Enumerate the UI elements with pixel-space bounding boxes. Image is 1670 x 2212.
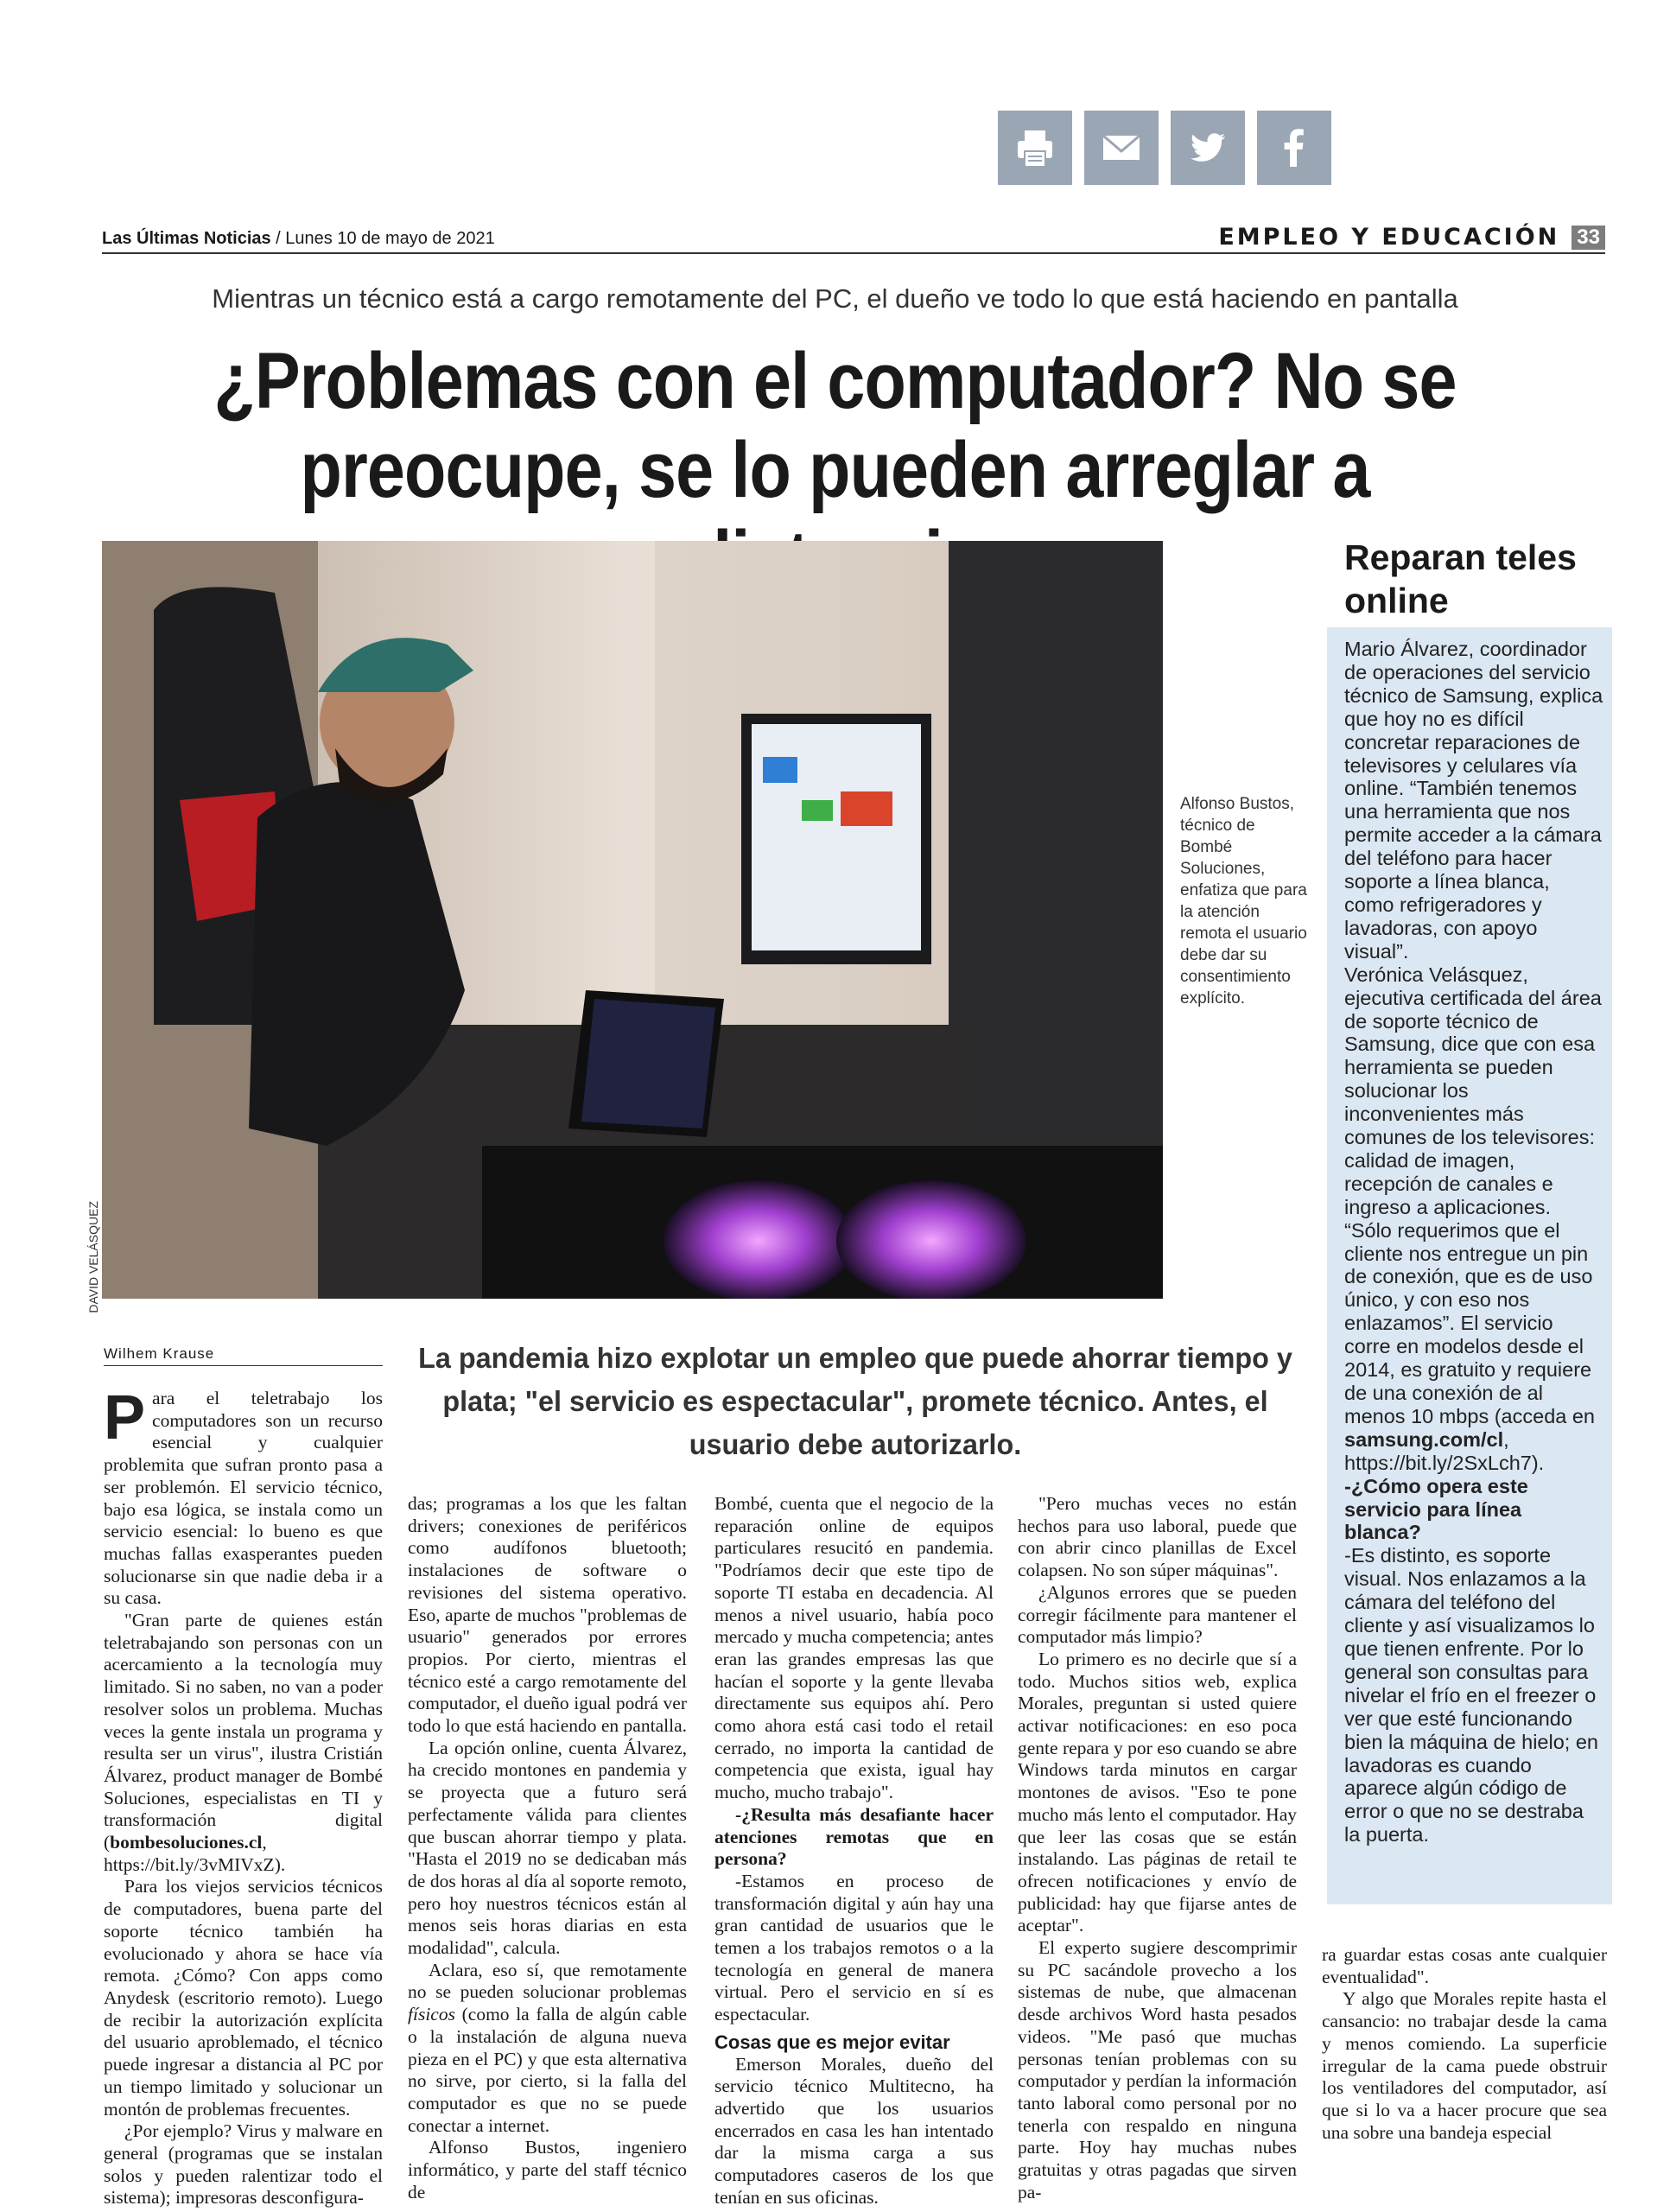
sidebar-text-span: Verónica Velásquez, ejecutiva certificada del área de soporte técnico de Samsung, dice que con esa herramienta se pueden solucionar los inconvenientes más comunes de los televisores: calidad de imagen, recepción de canales e ingreso a aplicaciones. “Sólo requerimos que el cliente nos entregue un pin de conexión, que es de uso único, y con eso nos enlazamos”. El servicio corre en modelos desde el 2014, es gratuito y requiere de una conexión de al menos 10 mbps (acceda en — [1344, 963, 1602, 1427]
photo-credit: DAVID VELÁSQUEZ — [86, 1201, 100, 1313]
body-column-4 — [1018, 1493, 1297, 2204]
paper-name: Las Últimas Noticias — [102, 229, 271, 248]
paragraph: Lo primero es no decirle que sí a todo. Muchos sitios web, explica Morales, preguntan si usted quiere activar notificaciones: en eso poca gente repara y por eso cuando se abre Windows tarda minutos en cargar montones de avisos. "Eso te pone mucho más lento el computador. Hay que leer las cosas que se están instalando. Las páginas de retail te ofrecen notificaciones y envío de publicidad: hay que fijarse antes de aceptar". — [1018, 1648, 1297, 1936]
website-link[interactable]: bombesoluciones.cl — [110, 1832, 263, 1853]
photo-caption: Alfonso Bustos, técnico de Bombé Soluciones, enfatiza que para la atención remota el usuario debe dar su consentimiento explícito. — [1180, 795, 1307, 1007]
body-column-2 — [408, 1493, 687, 2204]
subheading: Cosas que es mejor evitar — [714, 2031, 950, 2053]
facebook-f-icon — [1272, 125, 1317, 170]
sidebar-text — [1344, 638, 1603, 1847]
headline-line-1: ¿Problemas con el computador? No se — [213, 337, 1457, 425]
sidebar-link[interactable]: samsung.com/cl — [1344, 1427, 1504, 1451]
print-button[interactable] — [998, 111, 1072, 185]
body-column-3 — [714, 1493, 994, 2209]
paragraph: das; programas a los que les faltan drivers; conexiones de periféricos como audífonos bluetooth; instalaciones de software o revisiones del sistema operativo. Eso, aparte de muchos "problemas de usuario" generados por errores propios. Por cierto, mientras el técnico esté a cargo remotamente del computador, el dueño igual podrá ver todo lo que está haciendo en pantalla. — [408, 1493, 687, 1737]
paragraph — [408, 1960, 687, 2138]
paragraph-text: Aclara, eso sí, que remotamente no se pueden solucionar problemas — [408, 1959, 687, 2003]
article-kicker: Mientras un técnico está a cargo remotamente del PC, el dueño ve todo lo que está haciendo en pantalla — [212, 283, 1458, 314]
emphasis: físicos — [408, 2004, 455, 2025]
article-dek: La pandemia hizo explotar un empleo que puede ahorrar tiempo y plata; "el servicio es espectacular", promete técnico. Antes, el usuario debe autorizarlo. — [418, 1342, 1292, 1460]
body-column-5 — [1322, 1944, 1607, 2144]
article-photo — [102, 541, 1163, 1299]
paragraph: El experto sugiere descomprimir su PC sacándole provecho a los sistemas de nube, que almacenan desde archivos Word hasta pesados videos. "Me pasó que muchas personas tenían problemas con su computador y perdían la información tanto laboral como personal por no tenerla con respaldo en ninguna parte. Hoy hay muchas nubes gratuitas y otras pagadas que sirven pa- — [1018, 1937, 1297, 2202]
paragraph: ¿Por ejemplo? Virus y malware en general (programas que se instalan solos y pueden ralentizar todo el sistema); impresoras desconfigura- — [104, 2120, 383, 2209]
email-button[interactable] — [1084, 111, 1159, 185]
paragraph-text: "Gran parte de quienes están teletrabajando son personas con un acercamiento a la tecnología muy limitado. Si no saben, no van a poder resolver solos un problema. Muchas veces la gente instala un programa y resulta ser un virus", ilustra Cristián Álvarez, product manager de Bombé Soluciones, especialistas en TI y transformación digital ( — [104, 1610, 383, 1853]
paragraph: Para los viejos servicios técnicos de computadores, buena parte del soporte técnico también ha evolucionado y ahora se hace vía remota. ¿Cómo? Con apps como Anydesk (escritorio remoto). Luego de recibir la autorización explícita del usuario aproblemado, el técnico puede ingresar a distancia al PC por un tiempo limitado y solucionar un montón de problemas frecuentes. — [104, 1876, 383, 2120]
interview-question: -¿Resulta más desafiante hacer atenciones remotas que en persona? — [714, 1803, 994, 1870]
sidebar-paragraph: Mario Álvarez, coordinador de operaciones del servicio técnico de Samsung, explica que hoy no es difícil concretar reparaciones de televisores y celulares vía online. “También tenemos una herramienta que nos permite acceder a la cámara del teléfono para hacer soporte a línea blanca, como refrigeradores y lavadoras, con apoyo visual”. — [1344, 638, 1603, 963]
paragraph-text: ara el teletrabajo los computadores son un recurso esencial y cualquier problemita que sufran pronto pasa a ser problemón. El servicio técnico, bajo esa lógica, se instala como un servicio esencial: lo bueno es que muchas fallas exasperantes pueden solucionarse sin que nadie deba ir a su casa. — [104, 1388, 383, 1609]
masthead — [102, 226, 1605, 254]
paragraph: ¿Algunos errores que se pueden corregir fácilmente para mantener el computador más limpio? — [1018, 1581, 1297, 1648]
sidebar-text-span: , https://bit.ly/2SxLch7). — [1344, 1427, 1545, 1474]
sidebar-question — [1344, 1475, 1603, 1545]
question-text: -¿Cómo opera este servicio para línea blanca? — [1344, 1474, 1528, 1544]
paragraph: La opción online, cuenta Álvarez, ha crecido montones en pandemia y se proyecta que a futuro será perfectamente válida para clientes que buscan ahorrar tiempo y plata. "Hasta el 2019 no se dedicaban más de dos horas al día al soporte remoto, pero hoy nuestros técnicos están al menos seis horas diarias en esta modalidad", calcula. — [408, 1737, 687, 1959]
twitter-bird-icon — [1185, 125, 1230, 170]
sidebar-paragraph — [1344, 963, 1603, 1475]
byline — [104, 1345, 383, 1366]
headline-line-2: preocupe, se lo pueden arreglar a — [300, 426, 1370, 514]
issue-date: / Lunes 10 de mayo de 2021 — [270, 229, 495, 248]
sidebar-title: Reparan teles online — [1344, 537, 1577, 620]
envelope-icon — [1099, 125, 1144, 170]
paragraph: Bombé, cuenta que el negocio de la reparación online de equipos particulares resucitó en pandemia. "Podríamos decir que este tipo de soporte TI estaba en decadencia. Al menos a nivel usuario, había poco mercado y mucha competencia; antes eran las grandes empresas las que hacían el soporte y la gente llevaba directamente sus equipos ahí. Pero como ahora está casi todo el retail cerrado, no importa la cantidad de competencia que exista, igual hay mucho, mucho trabajo". — [714, 1493, 994, 1803]
paragraph-text: , https://bit.ly/3vMIVxZ). — [104, 1832, 286, 1875]
twitter-button[interactable] — [1171, 111, 1245, 185]
section-header — [1218, 224, 1605, 251]
author-name: Wilhem Krause — [104, 1345, 215, 1362]
section-name: EMPLEO Y EDUCACIÓN — [1218, 224, 1560, 251]
facebook-button[interactable] — [1257, 111, 1331, 185]
paragraph — [104, 1610, 383, 1876]
page-number: 33 — [1572, 226, 1605, 250]
paragraph — [104, 1383, 383, 1610]
drop-cap: P — [104, 1383, 146, 1452]
paragraph-text: (como la falla de algún cable o la instalación de alguna nueva pieza en el PC) y que esta alternativa no sirve, por cierto, si la falla del computador es que no se puede conectar a internet. — [408, 2004, 687, 2136]
body-column-1 — [104, 1383, 383, 2209]
paragraph: -Estamos en proceso de transformación digital y aún hay una gran cantidad de usuarios que le temen a los trabajos remotos o a la tecnología en general de manera virtual. Pero el servicio en sí es espectacular. — [714, 1870, 994, 2025]
sidebar-answer: -Es distinto, es soporte visual. Nos enlazamos a la cámara del teléfono del cliente y así visualizamos lo que tienen enfrente. Por lo general son consultas para nivelar el frío en el freezer o ver que esté funcionando bien la máquina de hielo; en lavadoras es cuando aparece algún código de error o que no se destraba la puerta. — [1344, 1544, 1598, 1847]
technician-at-computer-illustration — [102, 541, 1163, 1299]
printer-icon — [1013, 125, 1057, 170]
publication-date-line — [102, 229, 495, 249]
paragraph: "Pero muchas veces no están hechos para uso laboral, puede que con abrir cinco planillas de Excel colapsen. No son súper máquinas". — [1018, 1493, 1297, 1581]
paragraph: Y algo que Morales repite hasta el cansancio: no trabajar desde la cama y menos comiendo. La superficie irregular de la cama puede obstruir los ventiladores del computador, así que si lo va a hacer procure que sea una sobre una bandeja especial — [1322, 1988, 1607, 2143]
paragraph: Alfonso Bustos, ingeniero informático, y parte del staff técnico de — [408, 2137, 687, 2202]
paragraph: Emerson Morales, dueño del servicio técnico Multitecno, ha advertido que los usuarios encerrados en casa les han intentado dar la misma carga a sus computadores caseros de los que tenían en sus oficinas. — [714, 2053, 994, 2208]
paragraph: ra guardar estas cosas ante cualquier eventualidad". — [1322, 1944, 1607, 1987]
